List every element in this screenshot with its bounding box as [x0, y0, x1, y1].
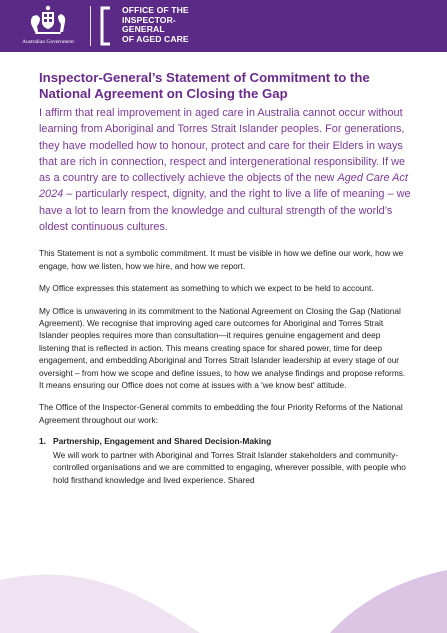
- government-label: Australian Government: [22, 39, 74, 45]
- act-name: Aged Care Act 2024: [39, 172, 408, 201]
- agency-name-line: INSPECTOR-: [122, 14, 176, 25]
- agency-name-line: OF AGED CARE: [122, 33, 189, 44]
- list-item: [39, 435, 411, 486]
- lead-text: – particularly respect, dignity, and the right to live a life of meaning – we have a lot to learn from the knowledge and cultural strength of the world’s oldest continuous cultures.: [39, 188, 411, 234]
- lead-text: I affirm that real improvement in aged care in Australia cannot occur without learning from Aboriginal and Torres Strait Islander peoples. For generations, they have modelled how to honour, protect and care for their Elders in ways that are rich in connection, respect and intergenerational responsibility. If we as a country are to collectively achieve the objects of the new: [39, 107, 406, 185]
- australian-government-crest: [18, 4, 78, 48]
- coat-of-arms-icon: [25, 4, 71, 38]
- agency-name: [122, 6, 189, 44]
- body-paragraph: My Office expresses this statement as something to which we expect to be held to account.: [39, 283, 374, 294]
- agency-name-line: OFFICE OF THE: [122, 5, 189, 15]
- body-paragraph: My Office is unwavering in its commitment to the National Agreement on Closing the Gap (National Agreement). We recognise that improving aged care outcomes for Aboriginal and Torres Strait Islander peoples requires more than consultation—it requires genuine engagement and deep listening that is reflected in action. This means creating space for shared power, time for deep engagement, and embedding Aboriginal and Torres Strait Islander leadership at every stage of our oversight – from how we scope and define issues, to how we analyse findings and propose reforms. It means ensuring our Office does not come at issues with a 'we know best' attitude.: [39, 305, 406, 391]
- document-body: [39, 70, 411, 486]
- reform-heading: Partnership, Engagement and Shared Decision-Making: [53, 436, 272, 447]
- list-number: 1.: [39, 436, 46, 447]
- priority-reforms-list: [39, 435, 411, 486]
- agency-name-line: GENERAL: [122, 24, 165, 35]
- page-header: [0, 0, 447, 52]
- decorative-background-curves: [0, 540, 447, 633]
- bracket-logo-icon: [96, 6, 116, 46]
- body-paragraph: The Office of the Inspector-General commits to embedding the four Priority Reforms of the National Agreement throughout our work:: [39, 402, 403, 425]
- document-title: Inspector-General’s Statement of Commitment to the National Agreement on Closing the Gap: [39, 70, 370, 101]
- lead-statement: [39, 105, 411, 235]
- header-divider: [90, 6, 91, 46]
- reform-body: We will work to partner with Aboriginal and Torres Strait Islander stakeholders and community-controlled organisations and we are committed to engaging, wherever possible, with people who hold firsthand knowledge and lived experience. Shared: [53, 449, 406, 485]
- body-paragraph: This Statement is not a symbolic commitment. It must be visible in how we define our work, how we engage, how we listen, how we hire, and how we report.: [39, 248, 404, 271]
